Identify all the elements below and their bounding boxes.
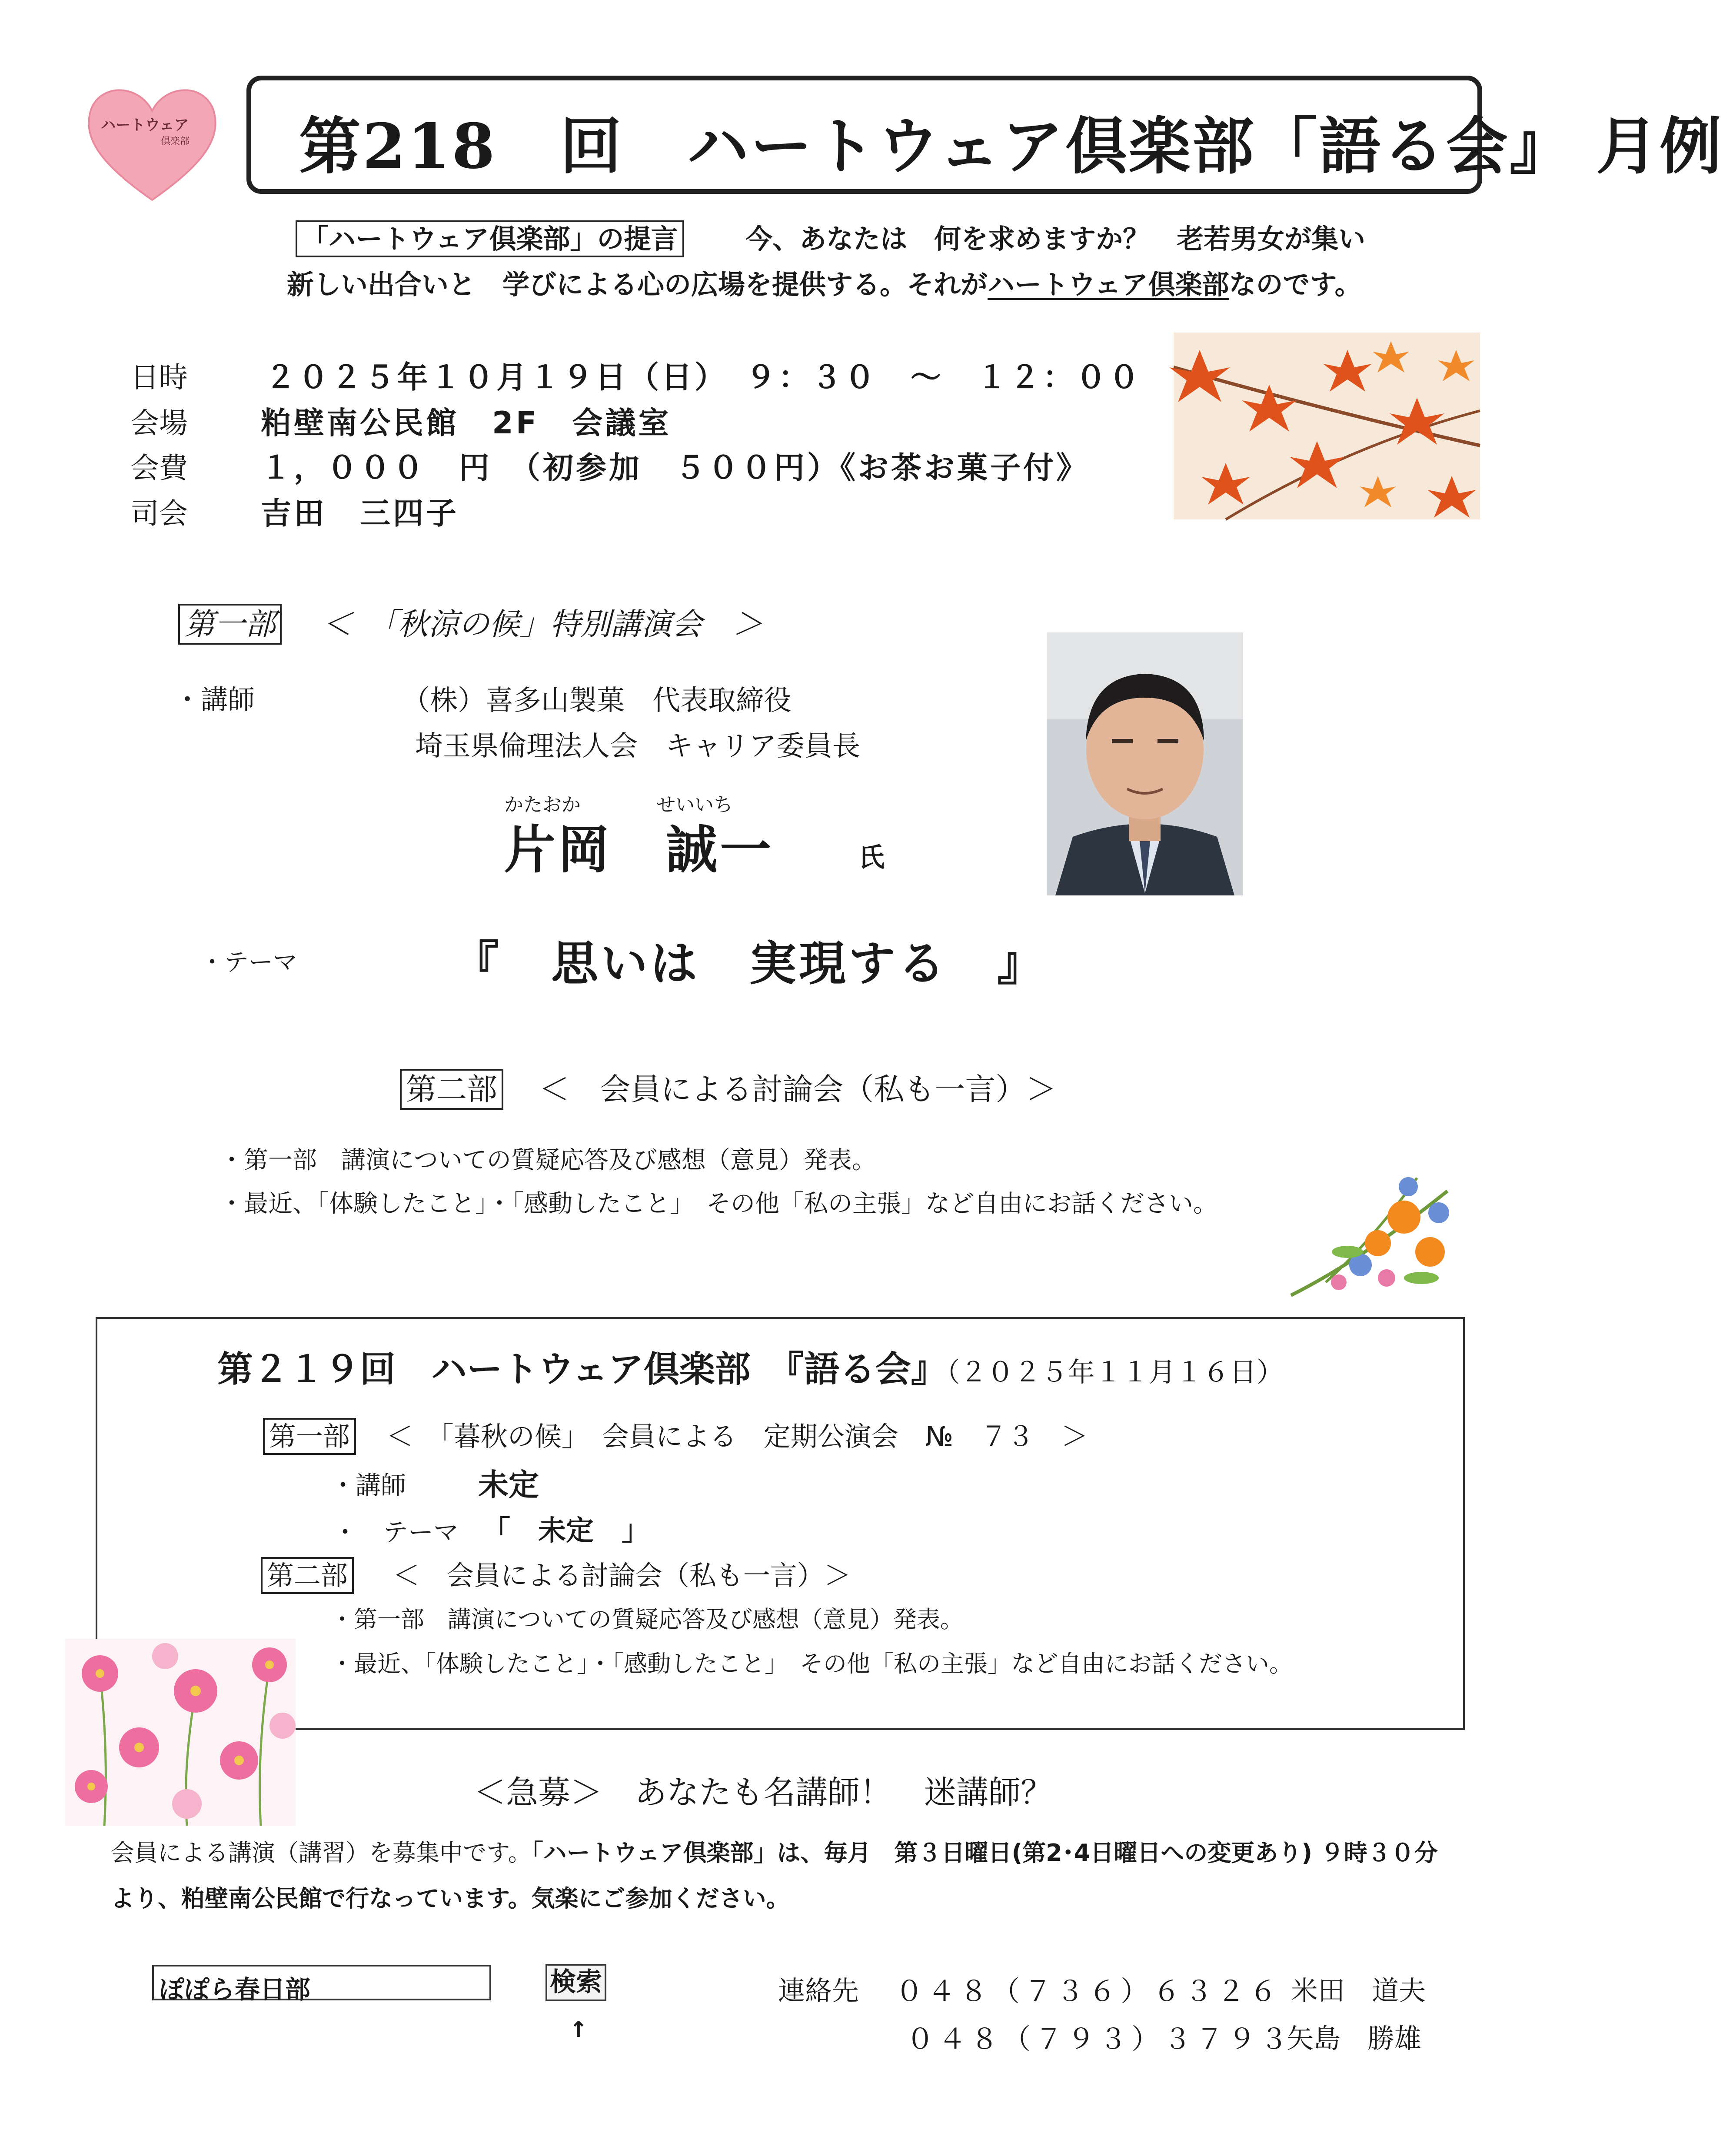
speaker-name: 片岡 誠一 [504, 820, 774, 880]
intro-line2-club: ハートウェア倶楽部 [988, 269, 1229, 300]
next-lecturer: 未定 [478, 1467, 539, 1503]
intro-line2-suffix: なのです。 [1229, 269, 1362, 300]
next-part1-row [263, 1415, 1088, 1454]
part2-bullet1: ・第一部 講演についての質疑応答及び感想（意見）発表。 [220, 1146, 876, 1174]
next-lecturer-label: ・講師 [330, 1471, 406, 1500]
flower-bouquet-image [1274, 1152, 1465, 1308]
recruit-line1 [111, 1834, 1438, 1868]
speaker-name-ruby1: かたおか [504, 794, 581, 816]
event-value-fee: １，０００ 円 （初参加 ５００円）《お茶お菓子付》 [261, 450, 1089, 486]
part1-heading-row [178, 600, 763, 644]
arrow-up-icon: ↑ [569, 2017, 588, 2042]
part2-heading-row [400, 1065, 1056, 1109]
contact-person1: 米田 道夫 [1291, 1975, 1426, 2006]
speaker-honorific: 氏 [858, 842, 885, 873]
next-date: （２０２５年１１月１６日） [946, 1356, 1284, 1388]
event-label-datetime: 日時 [130, 361, 188, 394]
part1-heading: ＜ 「秋涼の候」特別講演会 ＞ [322, 606, 763, 642]
contact-phone1: ０４８（７３６）６３２６ [895, 1976, 1281, 2008]
part2-heading: ＜ 会員による討論会（私も一言）＞ [539, 1071, 1057, 1107]
recruit-line2: より、粕壁南公民館で行なっています。気楽にご参加ください。 [111, 1885, 790, 1912]
next-part2-heading: ＜ 会員による討論会（私も一言）＞ [392, 1560, 851, 1591]
search-input-value: ぽぽら春日部 [159, 1975, 311, 2004]
logo-text-line1: ハートウェア [101, 116, 189, 134]
autumn-leaves-image [1174, 333, 1480, 519]
part1-theme-label: ・テーマ [200, 948, 297, 977]
page-title: 第218 回 ハートウェア倶楽部「語る会』 月例 [299, 110, 1723, 183]
next-bullet1: ・第一部 講演についての質疑応答及び感想（意見）発表。 [330, 1606, 964, 1633]
intro-boxed-label: 「ハートウェア倶楽部」の提言 [296, 220, 684, 257]
intro-line2 [287, 263, 1362, 302]
event-label-fee: 会費 [130, 451, 188, 485]
next-title-row [217, 1341, 1284, 1392]
recruit-line1-a: 会員による講演（講習）を募集中です。 [111, 1839, 532, 1867]
recruit-heading: ＜急募＞ あなたも名講師！ 迷講師？ [474, 1774, 1053, 1811]
next-part2-badge: 第二部 [261, 1557, 354, 1594]
event-value-host: 吉田 三四子 [261, 496, 459, 531]
contact-person2: 矢島 勝雄 [1287, 2023, 1422, 2054]
contact-label: 連絡先 [778, 1975, 859, 2006]
intro-line1-text: 今、あなたは 何を求めますか？ 老若男女が集い [745, 223, 1366, 255]
next-part1-badge: 第一部 [263, 1418, 356, 1455]
search-button[interactable]: 検索 [546, 1964, 606, 2001]
logo-text-line2: 倶楽部 [161, 136, 190, 147]
event-value-venue: 粕壁南公民館 2F 会議室 [261, 405, 672, 441]
speaker-photo [1047, 632, 1243, 895]
part2-badge: 第二部 [400, 1069, 503, 1110]
part1-badge: 第一部 [178, 604, 282, 645]
next-part2-row [261, 1554, 851, 1593]
speaker-name-ruby2: せいいち [656, 794, 733, 816]
next-theme-label: ・ テーマ [333, 1517, 459, 1547]
part2-bullet2: ・最近、「体験したこと」・「感動したこと」 その他「私の主張」など自由にお話ください。 [220, 1190, 1217, 1218]
next-title: 第２１９回 ハートウェア倶楽部 『語る会』 [217, 1349, 947, 1390]
next-part1-heading: ＜ 「暮秋の候」 会員による 定期公演会 № ７３ ＞ [386, 1421, 1088, 1452]
event-label-host: 司会 [130, 497, 188, 530]
intro-line1 [296, 217, 1365, 256]
event-label-venue: 会場 [130, 406, 188, 440]
intro-line2-prefix: 新しい出合いと 学びによる心の広場を提供する。それが [287, 269, 988, 300]
search-input[interactable] [152, 1965, 491, 2004]
part1-lecturer-label: ・講師 [174, 684, 255, 715]
heart-logo [78, 78, 226, 209]
part1-theme: 『 思いは 実現する 』 [452, 937, 1047, 991]
next-bullet2: ・最近、「体験したこと」・「感動したこと」 その他「私の主張」など自由にお話ください。 [330, 1650, 1293, 1677]
contact-phone2: ０４８（７９３）３７９３ [906, 2023, 1292, 2056]
part1-affiliation2: 埼玉県倫理法人会 キャリア委員長 [415, 730, 860, 762]
title-box [246, 76, 1723, 194]
part1-affiliation1: （株）喜多山製菓 代表取締役 [402, 685, 792, 717]
recruit-line1-b: 「ハートウェア倶楽部」は、毎月 第３日曜日(第2･4日曜日への変更あり) ９時３０分 [531, 1839, 1438, 1867]
cosmos-flowers-image [65, 1639, 296, 1826]
event-value-datetime: ２０２５年１０月１９日（日） ９：３０ ～ １２：００ [265, 359, 1142, 395]
next-theme: 「 未定 」 [482, 1515, 649, 1547]
